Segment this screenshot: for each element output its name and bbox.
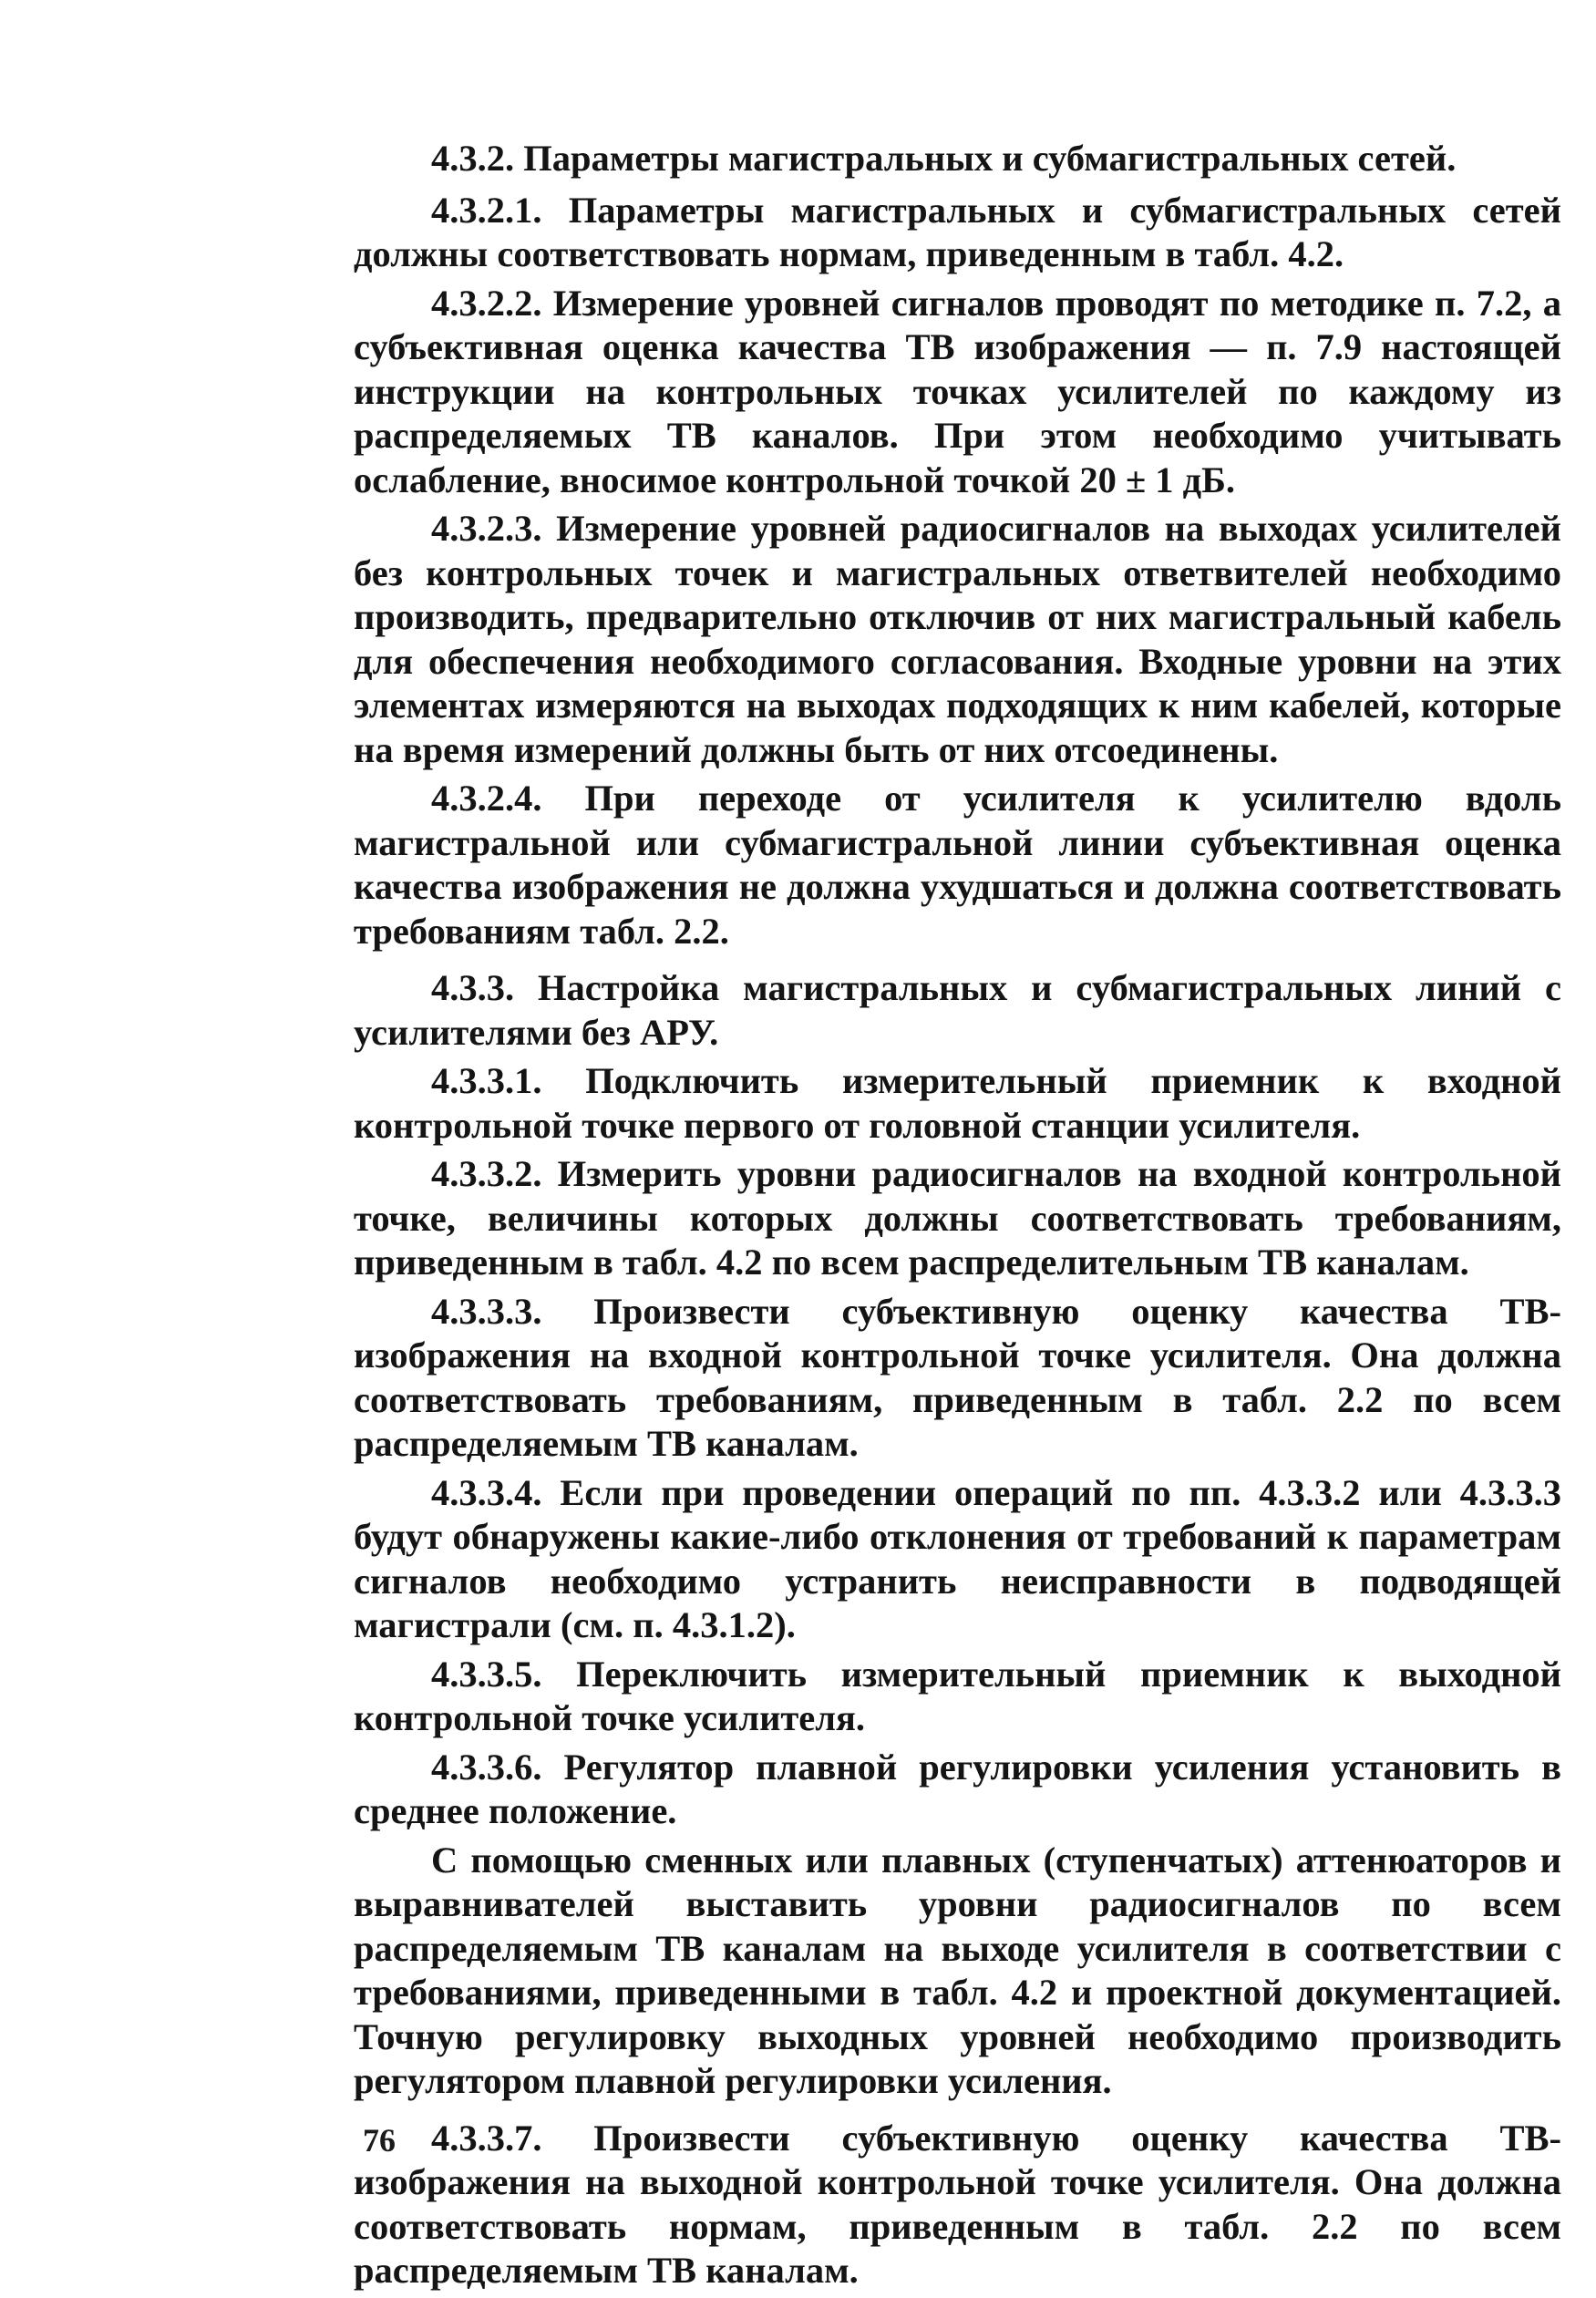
section-heading-4-3-3: 4.3.3. Настройка магистральных и субмагистральных линий с усилителями без АРУ. — [354, 967, 1561, 1053]
document-page — [354, 137, 1561, 2298]
paragraph-4-3-3-6: 4.3.3.6. Регулятор плавной регулировки усиления установить в среднее положение. — [354, 1746, 1561, 1831]
paragraph-4-3-2-3: 4.3.2.3. Измерение уровней радиосигналов на выходах усилителей без контрольных точек и магистральных ответвителей необходимо производить, предварительно отключив от них магистральный кабель для обеспечения необходимого согласования. Входные уровни на этих элементах измеряются на выходах подходящих к ним кабелей, которые на время измерений должны быть от них отсоединены. — [354, 508, 1561, 770]
paragraph-4-3-3-5: 4.3.3.5. Переключить измерительный приемник к выходной контрольной точке усилителя. — [354, 1653, 1561, 1738]
section-heading-4-3-2: 4.3.2. Параметры магистральных и субмагистральных сетей. — [431, 138, 1457, 179]
paragraph-4-3-3-2: 4.3.3.2. Измерить уровни радиосигналов на входной контрольной точке, величины которых должны соответствовать требованиям, приведенным в табл. 4.2 по всем распределительным ТВ каналам. — [354, 1153, 1561, 1283]
paragraph-attenuator-setup: С помощью сменных или плавных (ступенчатых) аттенюаторов и выравнивателей выставить уровни радиосигналов по всем распределяемым ТВ каналам на выходе усилителя в соответствии с требованиями, приведенными в табл. 4.2 и проектной документацией. Точную регулировку выходных уровней необходимо производить регулятором плавной регулировки усиления. — [354, 1839, 1561, 2101]
page-number: 76 — [363, 2122, 396, 2159]
paragraph-4-3-2-1: 4.3.2.1. Параметры магистральных и субмагистральных сетей должны соответствовать нормам, приведенным в табл. 4.2. — [354, 189, 1561, 274]
paragraph-4-3-2-2: 4.3.2.2. Измерение уровней сигналов проводят по методике п. 7.2, а субъективная оценка качества ТВ изображения — п. 7.9 настоящей инструкции на контрольных точках усилителей по каждому из распределяемых ТВ каналов. При этом необходимо учитывать ослабление, вносимое контрольной точкой 20 ± 1 дБ. — [354, 282, 1561, 500]
paragraph-4-3-3-7: 4.3.3.7. Произвести субъективную оценку качества ТВ-изображения на выходной контрольной точке усилителя. Она должна соответствовать нормам, приведенным в табл. 2.2 по всем распределяемым ТВ каналам. — [354, 2117, 1561, 2291]
paragraph-4-3-2-4: 4.3.2.4. При переходе от усилителя к усилителю вдоль магистральной или субмагистральной линии субъективная оценка качества изображения не должна ухудшаться и должна соответствовать требованиям табл. 2.2. — [354, 778, 1561, 952]
paragraph-4-3-3-1: 4.3.3.1. Подключить измерительный приемник к входной контрольной точке первого от головной станции усилителя. — [354, 1060, 1561, 1146]
paragraph-4-3-3-4: 4.3.3.4. Если при проведении операций по пп. 4.3.3.2 или 4.3.3.3 будут обнаружены какие-либо отклонения от требований к параметрам сигналов необходимо устранить неисправности в подводящей магистрали (см. п. 4.3.1.2). — [354, 1471, 1561, 1645]
paragraph-4-3-3-3: 4.3.3.3. Произвести субъективную оценку качества ТВ-изображения на входной контрольной точке усилителя. Она должна соответствовать требованиям, приведенным в табл. 2.2 по всем распределяемым ТВ каналам. — [354, 1290, 1561, 1464]
